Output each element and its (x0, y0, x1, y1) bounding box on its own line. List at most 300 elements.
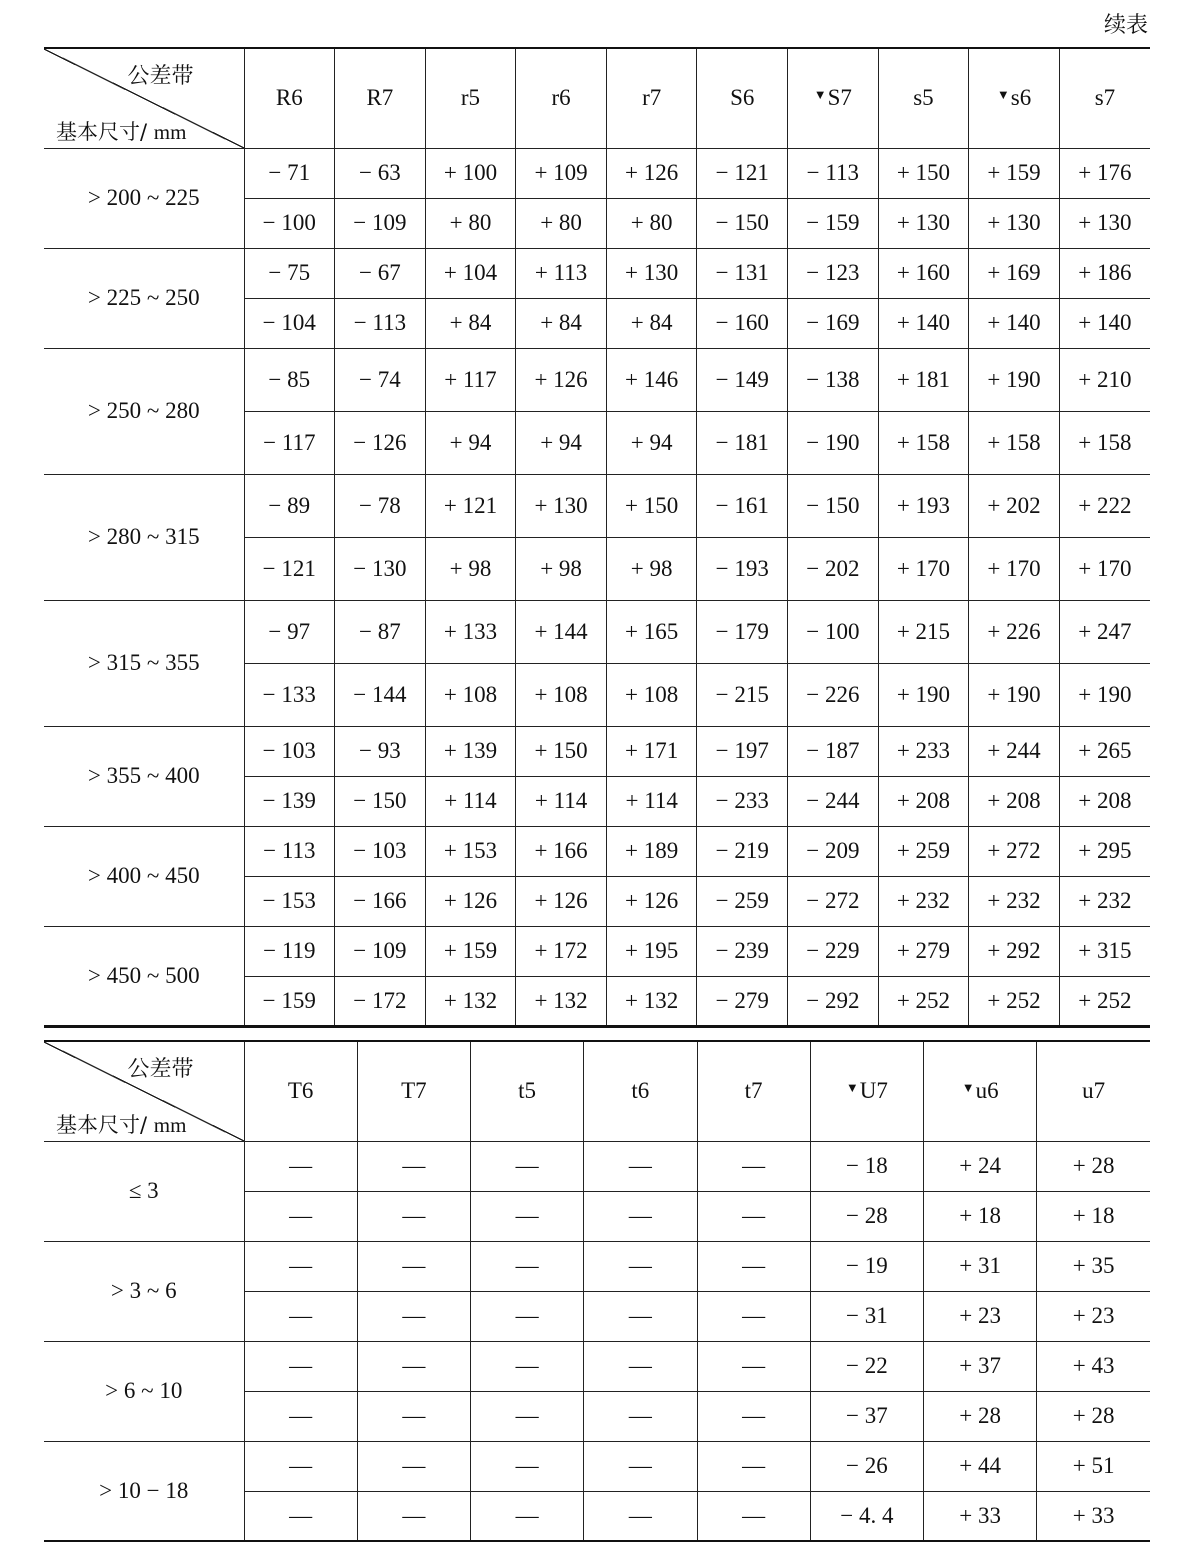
deviation-cell: + 215 (878, 600, 969, 663)
deviation-cell: − 63 (335, 148, 426, 198)
deviation-cell: — (584, 1291, 697, 1341)
deviation-cell: — (244, 1291, 357, 1341)
column-header (244, 48, 335, 148)
deviation-cell: − 123 (788, 248, 879, 298)
deviation-cell: + 80 (425, 198, 516, 248)
deviation-cell: − 244 (788, 776, 879, 826)
deviation-cell: — (471, 1291, 584, 1341)
column-header (810, 1041, 923, 1141)
table-row (44, 926, 1150, 976)
basic-size-cell: > 315 ~ 355 (44, 600, 244, 726)
deviation-cell: − 197 (697, 726, 788, 776)
column-header (584, 1041, 697, 1141)
deviation-cell: — (584, 1391, 697, 1441)
table-row (44, 148, 1150, 198)
deviation-cell: + 170 (878, 537, 969, 600)
table-row (44, 348, 1150, 411)
deviation-cell: + 202 (969, 474, 1060, 537)
basic-size-label (56, 116, 186, 146)
deviation-cell: + 190 (969, 663, 1060, 726)
deviation-cell: + 100 (425, 148, 516, 198)
deviation-cell: — (244, 1491, 357, 1541)
table-row (44, 474, 1150, 537)
preferred-mark-icon: ▼ (996, 87, 1010, 103)
deviation-cell: + 28 (1037, 1141, 1150, 1191)
deviation-cell: − 239 (697, 926, 788, 976)
deviation-cell: − 169 (788, 298, 879, 348)
deviation-cell: — (697, 1341, 810, 1391)
deviation-cell: − 159 (244, 976, 335, 1026)
basic-size-cell: > 3 ~ 6 (44, 1241, 244, 1341)
preferred-mark-icon: ▼ (845, 1080, 859, 1096)
deviation-cell: + 292 (969, 926, 1060, 976)
deviation-cell: − 144 (335, 663, 426, 726)
deviation-cell: + 94 (516, 411, 607, 474)
basic-size-cell: > 355 ~ 400 (44, 726, 244, 826)
deviation-cell: + 28 (1037, 1391, 1150, 1441)
deviation-cell: + 126 (516, 348, 607, 411)
deviation-cell: + 104 (425, 248, 516, 298)
deviation-cell: + 159 (425, 926, 516, 976)
deviation-cell: − 153 (244, 876, 335, 926)
deviation-cell: + 195 (606, 926, 697, 976)
deviation-cell: − 97 (244, 600, 335, 663)
deviation-cell: − 109 (335, 198, 426, 248)
basic-size-cell: > 225 ~ 250 (44, 248, 244, 348)
table-row (44, 1141, 1150, 1191)
column-header (1059, 48, 1150, 148)
unit-text: mm (153, 1112, 187, 1137)
deviation-cell: + 132 (516, 976, 607, 1026)
deviation-cell: − 160 (697, 298, 788, 348)
deviation-cell: — (584, 1341, 697, 1391)
deviation-cell: − 117 (244, 411, 335, 474)
deviation-cell: + 232 (1059, 876, 1150, 926)
preferred-mark-icon: ▼ (961, 1080, 975, 1096)
tolerance-zone-label: 公差带 (127, 1057, 194, 1082)
deviation-cell: − 150 (335, 776, 426, 826)
basic-size-text: 基本尺寸/ (56, 119, 148, 144)
deviation-cell: − 233 (697, 776, 788, 826)
basic-size-cell: ≤ 3 (44, 1141, 244, 1241)
column-label: T6 (287, 1078, 314, 1104)
deviation-cell: + 126 (606, 148, 697, 198)
deviation-cell: — (471, 1341, 584, 1391)
deviation-cell: + 132 (606, 976, 697, 1026)
deviation-cell: − 139 (244, 776, 335, 826)
deviation-cell: − 202 (788, 537, 879, 600)
deviation-cell: + 144 (516, 600, 607, 663)
deviation-cell: − 113 (788, 148, 879, 198)
deviation-cell: + 189 (606, 826, 697, 876)
basic-size-cell: > 200 ~ 225 (44, 148, 244, 248)
deviation-cell: + 23 (924, 1291, 1037, 1341)
deviation-cell: + 84 (606, 298, 697, 348)
tolerance-table-lower (44, 1040, 1150, 1542)
deviation-cell: — (357, 1491, 470, 1541)
deviation-cell: + 166 (516, 826, 607, 876)
deviation-cell: − 37 (810, 1391, 923, 1441)
deviation-cell: + 158 (1059, 411, 1150, 474)
deviation-cell: — (584, 1441, 697, 1491)
column-header (516, 48, 607, 148)
deviation-cell: + 114 (516, 776, 607, 826)
column-header (335, 48, 426, 148)
deviation-cell: − 219 (697, 826, 788, 876)
deviation-cell: − 131 (697, 248, 788, 298)
column-label: u6 (975, 1078, 999, 1104)
deviation-cell: − 159 (788, 198, 879, 248)
deviation-cell: + 208 (1059, 776, 1150, 826)
deviation-cell: − 150 (697, 198, 788, 248)
deviation-cell: − 113 (244, 826, 335, 876)
deviation-cell: + 35 (1037, 1241, 1150, 1291)
deviation-cell: + 252 (1059, 976, 1150, 1026)
deviation-cell: + 114 (606, 776, 697, 826)
deviation-cell: − 75 (244, 248, 335, 298)
deviation-cell: + 153 (425, 826, 516, 876)
column-label: s5 (913, 85, 934, 111)
column-label: r5 (460, 85, 481, 111)
unit-text: mm (153, 119, 187, 144)
deviation-cell: − 113 (335, 298, 426, 348)
deviation-cell: + 232 (878, 876, 969, 926)
deviation-cell: − 100 (788, 600, 879, 663)
deviation-cell: − 67 (335, 248, 426, 298)
header-row (44, 1041, 1150, 1141)
continued-label: 续表 (1103, 13, 1148, 38)
deviation-cell: + 51 (1037, 1441, 1150, 1491)
deviation-cell: − 138 (788, 348, 879, 411)
basic-size-label (56, 1109, 186, 1139)
deviation-cell: — (471, 1241, 584, 1291)
deviation-cell: − 28 (810, 1191, 923, 1241)
deviation-cell: — (357, 1341, 470, 1391)
deviation-cell: − 193 (697, 537, 788, 600)
deviation-cell: + 295 (1059, 826, 1150, 876)
deviation-cell: − 109 (335, 926, 426, 976)
deviation-cell: — (357, 1391, 470, 1441)
column-header (969, 48, 1060, 148)
deviation-cell: — (697, 1491, 810, 1541)
column-header (697, 1041, 810, 1141)
deviation-cell: + 150 (878, 148, 969, 198)
column-header (1037, 1041, 1150, 1141)
deviation-cell: − 190 (788, 411, 879, 474)
deviation-cell: − 133 (244, 663, 335, 726)
deviation-cell: + 170 (969, 537, 1060, 600)
deviation-cell: — (471, 1441, 584, 1491)
deviation-cell: + 150 (606, 474, 697, 537)
deviation-cell: — (357, 1441, 470, 1491)
deviation-cell: + 24 (924, 1141, 1037, 1191)
deviation-cell: − 19 (810, 1241, 923, 1291)
deviation-cell: + 158 (878, 411, 969, 474)
deviation-cell: + 210 (1059, 348, 1150, 411)
table-row (44, 826, 1150, 876)
column-label: t5 (518, 1078, 537, 1104)
deviation-cell: − 87 (335, 600, 426, 663)
deviation-cell: + 244 (969, 726, 1060, 776)
deviation-cell: + 133 (425, 600, 516, 663)
deviation-cell: − 179 (697, 600, 788, 663)
deviation-cell: + 33 (924, 1491, 1037, 1541)
column-label: r7 (642, 85, 662, 111)
deviation-cell: + 132 (425, 976, 516, 1026)
deviation-cell: — (244, 1241, 357, 1291)
deviation-cell: — (471, 1391, 584, 1441)
deviation-cell: — (584, 1141, 697, 1191)
deviation-cell: — (697, 1391, 810, 1441)
deviation-cell: − 215 (697, 663, 788, 726)
deviation-cell: — (471, 1191, 584, 1241)
deviation-cell: — (584, 1491, 697, 1541)
deviation-cell: + 190 (878, 663, 969, 726)
deviation-cell: + 170 (1059, 537, 1150, 600)
deviation-cell: + 108 (425, 663, 516, 726)
deviation-cell: − 85 (244, 348, 335, 411)
deviation-cell: + 130 (516, 474, 607, 537)
deviation-cell: — (471, 1491, 584, 1541)
column-label: U7 (859, 1078, 888, 1104)
column-label: S7 (827, 85, 852, 111)
deviation-cell: — (471, 1141, 584, 1191)
deviation-cell: + 279 (878, 926, 969, 976)
deviation-cell: + 33 (1037, 1491, 1150, 1541)
table-row (44, 1341, 1150, 1391)
deviation-cell: — (244, 1391, 357, 1441)
deviation-cell: + 222 (1059, 474, 1150, 537)
deviation-cell: + 109 (516, 148, 607, 198)
deviation-cell: — (244, 1341, 357, 1391)
deviation-cell: − 209 (788, 826, 879, 876)
deviation-cell: − 121 (697, 148, 788, 198)
deviation-cell: − 18 (810, 1141, 923, 1191)
basic-size-cell: > 250 ~ 280 (44, 348, 244, 474)
deviation-cell: − 226 (788, 663, 879, 726)
deviation-cell: + 252 (878, 976, 969, 1026)
deviation-cell: − 93 (335, 726, 426, 776)
table-row (44, 600, 1150, 663)
deviation-cell: + 265 (1059, 726, 1150, 776)
deviation-cell: + 117 (425, 348, 516, 411)
deviation-cell: + 94 (425, 411, 516, 474)
deviation-cell: − 89 (244, 474, 335, 537)
basic-size-cell: > 400 ~ 450 (44, 826, 244, 926)
deviation-cell: − 74 (335, 348, 426, 411)
deviation-cell: + 181 (878, 348, 969, 411)
deviation-cell: − 126 (335, 411, 426, 474)
deviation-cell: — (697, 1291, 810, 1341)
column-label: u7 (1082, 1078, 1106, 1104)
deviation-cell: + 108 (606, 663, 697, 726)
deviation-cell: + 98 (606, 537, 697, 600)
column-header (357, 1041, 470, 1141)
column-label: t7 (744, 1078, 763, 1104)
deviation-cell: + 176 (1059, 148, 1150, 198)
deviation-cell: + 130 (606, 248, 697, 298)
column-label: s6 (1010, 85, 1032, 111)
deviation-cell: — (244, 1191, 357, 1241)
column-header (697, 48, 788, 148)
deviation-cell: − 149 (697, 348, 788, 411)
column-label: S6 (730, 85, 755, 111)
deviation-cell: + 272 (969, 826, 1060, 876)
deviation-cell: + 232 (969, 876, 1060, 926)
deviation-cell: + 171 (606, 726, 697, 776)
deviation-cell: — (357, 1141, 470, 1191)
column-label: T7 (401, 1078, 427, 1104)
header-row (44, 48, 1150, 148)
column-header (788, 48, 879, 148)
deviation-cell: + 172 (516, 926, 607, 976)
deviation-cell: − 272 (788, 876, 879, 926)
deviation-cell: − 103 (335, 826, 426, 876)
deviation-cell: + 190 (1059, 663, 1150, 726)
column-header (425, 48, 516, 148)
deviation-cell: + 126 (516, 876, 607, 926)
deviation-cell: + 108 (516, 663, 607, 726)
deviation-cell: − 150 (788, 474, 879, 537)
deviation-cell: — (244, 1141, 357, 1191)
deviation-cell: − 78 (335, 474, 426, 537)
column-header (878, 48, 969, 148)
deviation-cell: + 80 (516, 198, 607, 248)
basic-size-cell: > 10 − 18 (44, 1441, 244, 1541)
deviation-cell: − 31 (810, 1291, 923, 1341)
deviation-cell: + 247 (1059, 600, 1150, 663)
deviation-cell: + 126 (425, 876, 516, 926)
diagonal-header-cell (44, 1041, 244, 1141)
deviation-cell: + 23 (1037, 1291, 1150, 1341)
deviation-cell: − 71 (244, 148, 335, 198)
deviation-cell: + 159 (969, 148, 1060, 198)
deviation-cell: — (697, 1141, 810, 1191)
deviation-cell: + 44 (924, 1441, 1037, 1491)
deviation-cell: — (357, 1291, 470, 1341)
column-label: s7 (1094, 85, 1116, 111)
deviation-cell: + 121 (425, 474, 516, 537)
deviation-cell: − 292 (788, 976, 879, 1026)
deviation-cell: + 252 (969, 976, 1060, 1026)
deviation-cell: + 113 (516, 248, 607, 298)
deviation-cell: + 315 (1059, 926, 1150, 976)
deviation-cell: — (697, 1441, 810, 1491)
deviation-cell: + 43 (1037, 1341, 1150, 1391)
deviation-cell: + 140 (1059, 298, 1150, 348)
deviation-cell: + 18 (924, 1191, 1037, 1241)
deviation-cell: + 130 (878, 198, 969, 248)
deviation-cell: + 114 (425, 776, 516, 826)
deviation-cell: + 140 (969, 298, 1060, 348)
deviation-cell: — (584, 1241, 697, 1291)
deviation-cell: + 28 (924, 1391, 1037, 1441)
column-header (471, 1041, 584, 1141)
deviation-cell: − 187 (788, 726, 879, 776)
deviation-cell: − 279 (697, 976, 788, 1026)
deviation-cell: − 26 (810, 1441, 923, 1491)
deviation-cell: — (357, 1191, 470, 1241)
deviation-cell: − 181 (697, 411, 788, 474)
deviation-cell: + 208 (878, 776, 969, 826)
deviation-cell: − 161 (697, 474, 788, 537)
deviation-cell: + 130 (969, 198, 1060, 248)
deviation-cell: — (697, 1241, 810, 1291)
column-label: R6 (275, 85, 303, 111)
deviation-cell: + 31 (924, 1241, 1037, 1291)
deviation-cell: − 104 (244, 298, 335, 348)
deviation-cell: + 190 (969, 348, 1060, 411)
column-label: R7 (366, 85, 394, 111)
deviation-cell: − 130 (335, 537, 426, 600)
deviation-cell: + 146 (606, 348, 697, 411)
deviation-cell: + 80 (606, 198, 697, 248)
deviation-cell: + 140 (878, 298, 969, 348)
deviation-cell: − 4. 4 (810, 1491, 923, 1541)
table-row (44, 1441, 1150, 1491)
tolerance-table-upper (44, 47, 1150, 1028)
deviation-cell: − 229 (788, 926, 879, 976)
deviation-cell: + 259 (878, 826, 969, 876)
deviation-cell: — (244, 1441, 357, 1491)
deviation-cell: + 233 (878, 726, 969, 776)
column-label: t6 (631, 1078, 650, 1104)
deviation-cell: + 208 (969, 776, 1060, 826)
deviation-cell: + 186 (1059, 248, 1150, 298)
deviation-cell: + 84 (425, 298, 516, 348)
deviation-cell: − 119 (244, 926, 335, 976)
deviation-cell: + 139 (425, 726, 516, 776)
deviation-cell: − 22 (810, 1341, 923, 1391)
deviation-cell: + 160 (878, 248, 969, 298)
basic-size-cell: > 6 ~ 10 (44, 1341, 244, 1441)
deviation-cell: — (584, 1191, 697, 1241)
deviation-cell: + 37 (924, 1341, 1037, 1391)
deviation-cell: + 169 (969, 248, 1060, 298)
table-row (44, 248, 1150, 298)
deviation-cell: + 226 (969, 600, 1060, 663)
deviation-cell: − 121 (244, 537, 335, 600)
column-label: r6 (551, 85, 571, 111)
deviation-cell: + 18 (1037, 1191, 1150, 1241)
table-row (44, 726, 1150, 776)
deviation-cell: + 130 (1059, 198, 1150, 248)
preferred-mark-icon: ▼ (813, 87, 827, 103)
deviation-cell: + 165 (606, 600, 697, 663)
deviation-cell: − 166 (335, 876, 426, 926)
column-header (924, 1041, 1037, 1141)
deviation-cell: — (357, 1241, 470, 1291)
column-header (244, 1041, 357, 1141)
table-row (44, 1241, 1150, 1291)
deviation-cell: — (697, 1191, 810, 1241)
diagonal-header-cell (44, 48, 244, 148)
deviation-cell: + 98 (516, 537, 607, 600)
column-header (606, 48, 697, 148)
deviation-cell: + 158 (969, 411, 1060, 474)
deviation-cell: + 126 (606, 876, 697, 926)
deviation-cell: − 172 (335, 976, 426, 1026)
deviation-cell: − 259 (697, 876, 788, 926)
deviation-cell: + 84 (516, 298, 607, 348)
basic-size-text: 基本尺寸/ (56, 1112, 148, 1137)
deviation-cell: − 103 (244, 726, 335, 776)
deviation-cell: − 100 (244, 198, 335, 248)
basic-size-cell: > 450 ~ 500 (44, 926, 244, 1026)
basic-size-cell: > 280 ~ 315 (44, 474, 244, 600)
deviation-cell: + 193 (878, 474, 969, 537)
tolerance-zone-label: 公差带 (127, 64, 194, 89)
